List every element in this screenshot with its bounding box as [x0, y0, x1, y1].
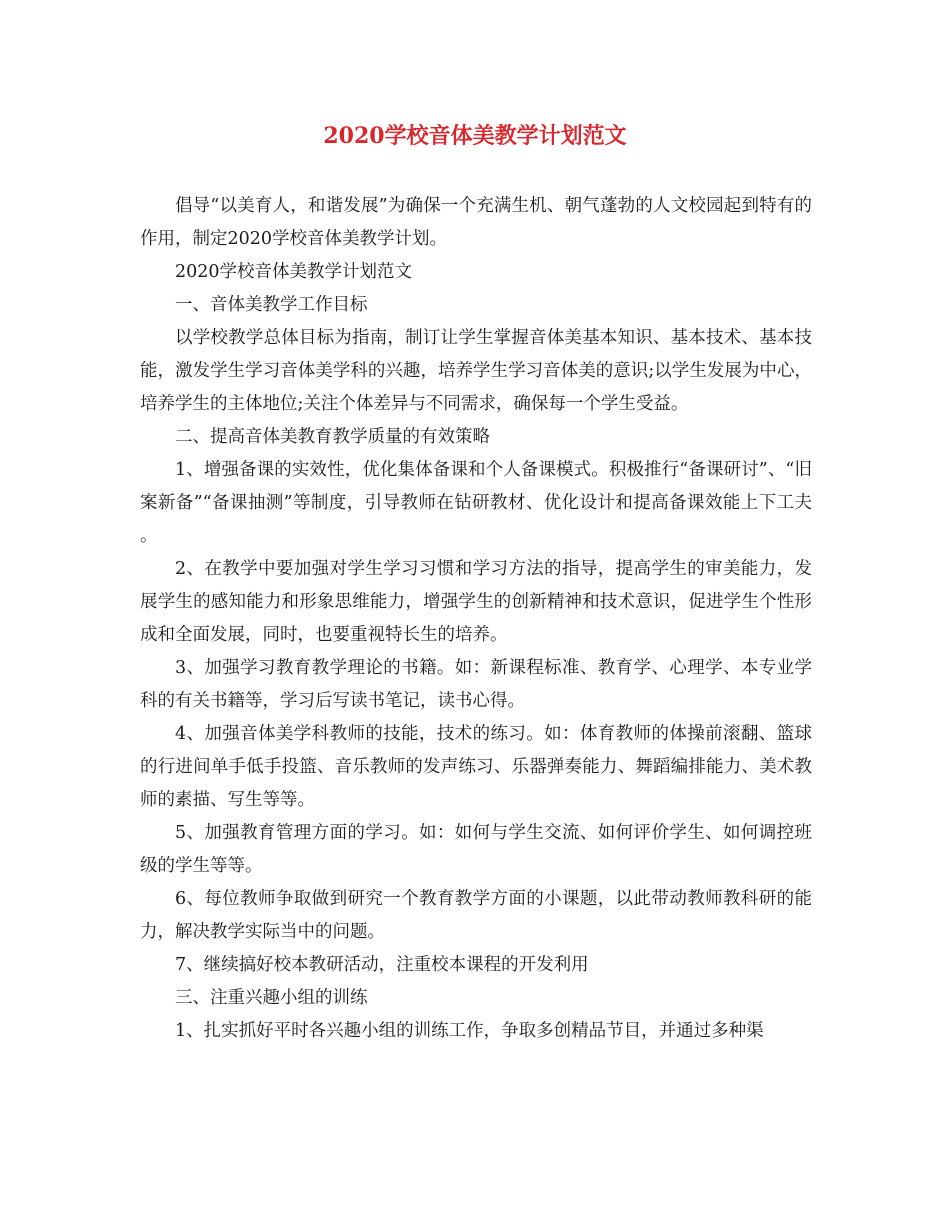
list-item: 7、继续搞好校本教研活动，注重校本课程的开发利用 — [175, 955, 589, 975]
list-item: 1、增强备课的实效性，优化集体备课和个人备课模式。积极推行“备课研讨”、“旧案新备”“备课抽测”等制度，引导教师在钻研教材、优化设计和提高备课效能上下工夫。 — [140, 460, 812, 546]
list-item: 2、在教学中要加强对学生学习习惯和学习方法的指导，提高学生的审美能力，发展学生的感知能力和形象思维能力，增强学生的创新精神和技术意识，促进学生个性形成和全面发展，同时，也要重视特长生的培养。 — [140, 559, 812, 645]
document-body — [140, 190, 812, 1048]
paragraph-subtitle: 2020学校音体美教学计划范文 — [175, 262, 413, 282]
section-heading-3: 三、注重兴趣小组的训练 — [175, 988, 368, 1008]
document-title: 2020学校音体美教学计划范文 — [323, 123, 627, 149]
list-item: 3、加强学习教育教学理论的书籍。如：新课程标准、教育学、心理学、本专业学科的有关书籍等，学习后写读书笔记，读书心得。 — [140, 658, 812, 711]
paragraph-intro: 倡导“以美育人，和谐发展”为确保一个充满生机、朝气蓬勃的人文校园起到特有的作用，制定2020学校音体美教学计划。 — [140, 196, 812, 249]
list-item: 5、加强教育管理方面的学习。如：如何与学生交流、如何评价学生、如何调控班级的学生等等。 — [140, 823, 812, 876]
section-heading-2: 二、提高音体美教育教学质量的有效策略 — [175, 427, 490, 447]
section-heading-1: 一、音体美教学工作目标 — [175, 295, 368, 315]
list-item: 4、加强音体美学科教师的技能，技术的练习。如：体育教师的体操前滚翻、篮球的行进间单手低手投篮、音乐教师的发声练习、乐器弹奏能力、舞蹈编排能力、美术教师的素描、写生等等。 — [140, 724, 812, 810]
list-item: 6、每位教师争取做到研究一个教育教学方面的小课题，以此带动教师教科研的能力，解决教学实际当中的问题。 — [140, 889, 812, 942]
list-item: 1、扎实抓好平时各兴趣小组的训练工作，争取多创精品节目，并通过多种渠 — [175, 1021, 764, 1041]
paragraph: 以学校教学总体目标为指南，制订让学生掌握音体美基本知识、基本技术、基本技能，激发学生学习音体美学科的兴趣，培养学生学习音体美的意识;以学生发展为中心，培养学生的主体地位;关注个体差异与不同需求，确保每一个学生受益。 — [140, 328, 812, 414]
